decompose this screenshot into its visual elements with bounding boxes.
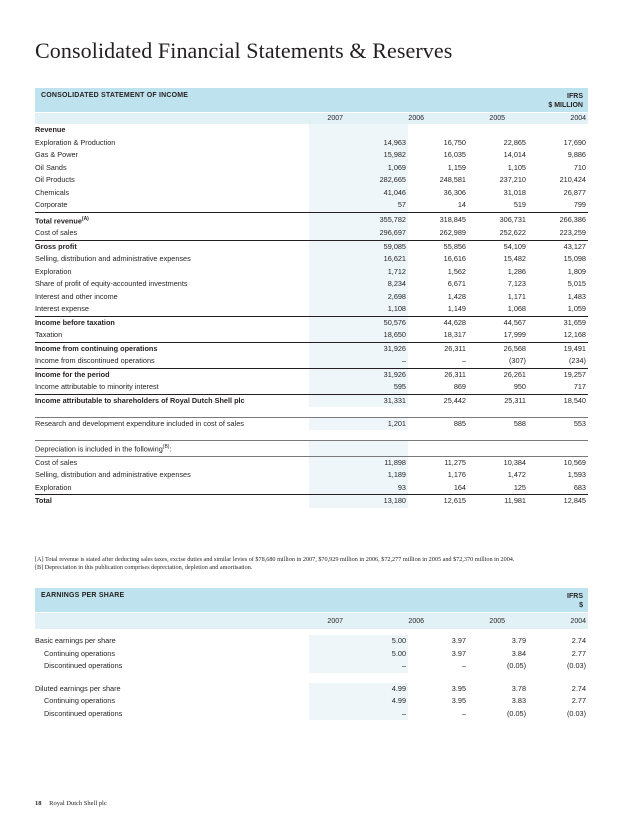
row-label-text: Income before taxation	[35, 317, 115, 327]
page-footer	[35, 800, 107, 807]
cell-2005: 11,981	[468, 495, 528, 508]
table-row	[35, 162, 588, 175]
cell-2006	[408, 124, 468, 137]
cell-2006: 36,306	[443, 187, 466, 197]
row-label	[35, 162, 309, 175]
row-label-text: Chemicals	[35, 187, 70, 197]
row-label	[35, 137, 309, 150]
cell-2005: 125	[513, 482, 526, 492]
cell-2006: 1,176	[447, 470, 466, 480]
table-row	[35, 394, 588, 407]
cell-2007: 1,712	[309, 266, 408, 279]
row-label	[35, 240, 309, 253]
row-label-text: Income from continuing operations	[35, 343, 158, 353]
table-row	[35, 635, 588, 648]
row-label-text: Income attributable to shareholders of Royal Dutch Shell plc	[35, 395, 245, 405]
cell-2004: 10,569	[528, 456, 588, 469]
cell-2005: (0.05)	[506, 708, 526, 718]
cell-2005: 1,068	[507, 304, 526, 314]
eps-year-header	[35, 612, 588, 629]
cell-2005: 26,261	[468, 368, 528, 381]
row-label	[35, 199, 309, 212]
cell-2005: 17,999	[503, 330, 526, 340]
cell-2006: 44,628	[408, 316, 468, 329]
cell-2005: 519	[513, 200, 526, 209]
cell-2007: 16,621	[309, 253, 408, 266]
row-label	[35, 266, 309, 279]
cell-2006: 869	[453, 382, 466, 392]
cell-2005: 237,210	[499, 175, 526, 184]
row-label-suffix: :	[169, 444, 172, 454]
cell-2005: 1,286	[507, 266, 526, 276]
row-label-text: Selling, distribution and administrative expenses	[35, 470, 191, 480]
row-label-text: Research and development expenditure included in cost of sales	[35, 418, 244, 428]
table-row	[35, 266, 588, 279]
cell-2005: 26,568	[468, 342, 528, 355]
cell-2004: (234)	[568, 356, 586, 366]
cell-2007: 14,963	[309, 137, 408, 150]
footnote-marker: (A)	[81, 215, 89, 222]
table-row	[35, 456, 588, 469]
cell-2004: 683	[573, 482, 586, 492]
cell-2006: –	[461, 356, 466, 366]
cell-2007: 4.99	[309, 695, 408, 708]
cell-2004	[528, 124, 588, 137]
row-label-text: Discontinued operations	[44, 661, 123, 670]
spacer-row	[35, 673, 588, 683]
cell-2004: 26,877	[563, 187, 586, 197]
cell-2006: 262,989	[439, 228, 466, 238]
footnotes	[35, 556, 595, 572]
row-label	[35, 174, 309, 187]
cell-2006: –	[461, 661, 466, 670]
cell-2006: 1,159	[447, 162, 466, 172]
year-header: 2006	[408, 115, 424, 122]
table-row	[35, 278, 588, 291]
row-label	[35, 278, 309, 291]
cell-2005: 3.78	[511, 683, 526, 693]
cell-2006: 3.95	[451, 683, 466, 693]
table-row	[35, 482, 588, 495]
row-label	[35, 440, 309, 456]
cell-2006: 3.97	[451, 636, 466, 645]
table-row	[35, 695, 588, 708]
table-row	[35, 303, 588, 316]
year-header: 2007	[327, 115, 343, 122]
basis-label: IFRS	[567, 93, 583, 100]
cell-2005	[468, 124, 528, 137]
cell-2004: 717	[573, 382, 586, 392]
page-number: 18	[35, 800, 42, 807]
cell-2007: 5.00	[309, 648, 408, 661]
cell-2004: 710	[573, 162, 586, 172]
eps-section	[35, 588, 588, 720]
cell-2005: 950	[513, 382, 526, 392]
cell-2006: 25,442	[408, 394, 468, 407]
cell-2006: 1,428	[447, 291, 466, 301]
cell-2007: 1,201	[309, 417, 408, 430]
cell-2004: 12,845	[528, 495, 588, 508]
cell-2007: 31,331	[309, 394, 408, 407]
table-row	[35, 660, 588, 673]
cell-2006: –	[461, 708, 466, 718]
row-label	[35, 660, 309, 673]
cell-2006: 1,562	[447, 266, 466, 276]
row-label	[35, 683, 309, 696]
cell-2007: 282,665	[309, 174, 408, 187]
table-row	[35, 329, 588, 342]
table-row	[35, 253, 588, 266]
row-label	[35, 187, 309, 200]
eps-table	[35, 635, 588, 720]
cell-2005: 3.79	[511, 636, 526, 645]
year-header: 2006	[408, 617, 424, 625]
table-row	[35, 708, 588, 721]
cell-2007: 595	[309, 381, 408, 394]
cell-2007: 1,108	[309, 303, 408, 316]
row-label	[35, 212, 309, 227]
year-header: 2007	[327, 617, 343, 625]
row-label-text: Income from discontinued operations	[35, 356, 155, 366]
row-label	[35, 381, 309, 394]
basis-label: IFRS	[567, 593, 583, 600]
cell-2007: 41,046	[309, 187, 408, 200]
row-label-text: Cost of sales	[35, 457, 78, 467]
footnote-b: [B] Depreciation in this publication comprises depreciation, depletion and amortisation.	[35, 564, 253, 571]
cell-2005: 588	[468, 417, 528, 430]
cell-2005: 1,472	[507, 470, 526, 480]
cell-2006: 14	[457, 200, 466, 209]
cell-2004: 210,424	[559, 175, 586, 184]
eps-basis	[567, 592, 583, 610]
cell-2006: 18,317	[443, 330, 466, 340]
cell-2006: 16,035	[443, 150, 466, 159]
table-row	[35, 240, 588, 253]
table-row	[35, 355, 588, 368]
cell-2007: 5.00	[309, 635, 408, 648]
page-title: Consolidated Financial Statements & Reserves	[35, 38, 453, 63]
cell-2004: 1,059	[567, 304, 586, 314]
cell-2004: 2.74	[571, 683, 586, 693]
row-label-text: Revenue	[35, 125, 66, 134]
cell-2007: 15,982	[309, 149, 408, 162]
row-label	[35, 124, 309, 137]
row-label-text: Oil Products	[35, 175, 75, 184]
cell-2007: 50,576	[309, 316, 408, 329]
cell-2005: 7,123	[507, 279, 526, 289]
row-label-text: Interest and other income	[35, 291, 118, 301]
cell-2006: 318,845	[408, 212, 468, 227]
row-label	[35, 149, 309, 162]
row-label-text: Depreciation is included in the following	[35, 444, 163, 454]
row-label-text: Taxation	[35, 330, 63, 340]
income-year-header	[35, 112, 588, 124]
cell-2006: 16,750	[443, 137, 466, 147]
row-label	[35, 394, 309, 407]
cell-2007: 57	[309, 199, 408, 212]
cell-2004: 2.77	[571, 696, 586, 705]
row-label	[35, 316, 309, 329]
cell-2004: 31,659	[528, 316, 588, 329]
row-label	[35, 417, 309, 430]
table-row	[35, 417, 588, 430]
row-label-text: Continuing operations	[44, 648, 115, 658]
footer-company: Royal Dutch Shell plc	[49, 800, 107, 807]
year-header: 2004	[570, 115, 586, 122]
table-row	[35, 124, 588, 137]
row-label-text: Total	[35, 496, 52, 506]
row-label-text: Gas & Power	[35, 150, 78, 159]
row-label-text: Selling, distribution and administrative expenses	[35, 254, 191, 264]
eps-header	[35, 588, 588, 612]
row-label	[35, 648, 309, 661]
unit-label: $ MILLION	[548, 102, 583, 109]
cell-2005: 22,865	[503, 137, 526, 147]
cell-2005	[468, 440, 528, 456]
table-row	[35, 199, 588, 212]
year-header: 2005	[489, 115, 505, 122]
row-label-text: Discontinued operations	[44, 708, 123, 718]
row-label	[35, 291, 309, 304]
cell-2007: 31,926	[309, 342, 408, 355]
table-row	[35, 316, 588, 329]
table-row	[35, 342, 588, 355]
cell-2006: 11,275	[408, 456, 468, 469]
cell-2005: (0.05)	[506, 661, 526, 670]
footnote-a: [A] Total revenue is stated after deducting sales taxes, excise duties and similar levies of $78,680 million in 2007, $70,929 million in 2006, $72,277 million in 2005 and $72,370 million in 2004.	[35, 556, 515, 563]
cell-2007: 4.99	[309, 683, 408, 696]
cell-2005: 25,311	[468, 394, 528, 407]
cell-2006	[408, 440, 468, 456]
cell-2005: 306,731	[468, 212, 528, 227]
year-header: 2004	[570, 617, 586, 625]
table-row	[35, 495, 588, 508]
cell-2007: 1,069	[309, 162, 408, 175]
cell-2004: 19,491	[528, 342, 588, 355]
row-label-text: Share of profit of equity-accounted investments	[35, 279, 188, 289]
cell-2005: 44,567	[468, 316, 528, 329]
row-label	[35, 469, 309, 482]
table-row	[35, 683, 588, 696]
cell-2006: 248,581	[439, 175, 466, 184]
cell-2005: 15,482	[503, 254, 526, 264]
cell-2007: –	[309, 355, 408, 368]
row-label-text: Interest expense	[35, 304, 89, 314]
year-header: 2005	[489, 617, 505, 625]
table-row	[35, 137, 588, 150]
cell-2004: 18,540	[528, 394, 588, 407]
cell-2004: 799	[573, 200, 586, 209]
table-row	[35, 212, 588, 227]
cell-2004: 266,386	[528, 212, 588, 227]
income-statement-header	[35, 88, 588, 112]
income-statement-basis	[548, 92, 583, 110]
row-label	[35, 695, 309, 708]
row-label-text: Diluted earnings per share	[35, 683, 121, 693]
row-label-text: Corporate	[35, 200, 68, 209]
cell-2007: 13,180	[309, 495, 408, 508]
unit-label: $	[579, 602, 583, 609]
cell-2005: 31,018	[503, 187, 526, 197]
cell-2007: 11,898	[309, 456, 408, 469]
row-label-text: Exploration & Production	[35, 137, 116, 147]
row-label	[35, 355, 309, 368]
row-label	[35, 456, 309, 469]
cell-2006: 26,311	[408, 368, 468, 381]
cell-2004: 17,690	[563, 137, 586, 147]
income-statement-section	[35, 88, 588, 508]
cell-2007	[309, 440, 408, 456]
cell-2007: 93	[309, 482, 408, 495]
row-label-text: Basic earnings per share	[35, 636, 116, 645]
cell-2004: 2.74	[571, 636, 586, 645]
table-row	[35, 440, 588, 456]
spacer-row	[35, 407, 588, 417]
cell-2004: 1,809	[567, 266, 586, 276]
table-row	[35, 648, 588, 661]
table-row	[35, 291, 588, 304]
cell-2004: (0.03)	[566, 661, 586, 670]
cell-2004: 223,259	[559, 228, 586, 238]
cell-2004: 2.77	[571, 648, 586, 658]
row-label-text: Oil Sands	[35, 162, 67, 172]
row-label	[35, 342, 309, 355]
cell-2007: 1,189	[309, 469, 408, 482]
cell-2007: 2,698	[309, 291, 408, 304]
cell-2004: 9,886	[567, 150, 586, 159]
cell-2006: 3.95	[451, 696, 466, 705]
row-label	[35, 253, 309, 266]
row-label	[35, 495, 309, 508]
cell-2004: 5,015	[567, 279, 586, 289]
cell-2007: –	[309, 660, 408, 673]
income-statement-table	[35, 124, 588, 508]
cell-2004: 1,483	[567, 291, 586, 301]
cell-2007: –	[309, 708, 408, 721]
footnote-marker: (B)	[162, 443, 170, 450]
cell-2006: 6,671	[447, 279, 466, 289]
cell-2004: (0.03)	[566, 708, 586, 718]
cell-2006: 12,615	[408, 495, 468, 508]
table-row	[35, 174, 588, 187]
table-row	[35, 469, 588, 482]
table-row	[35, 187, 588, 200]
cell-2005: 54,109	[468, 240, 528, 253]
row-label-text: Gross profit	[35, 241, 77, 251]
cell-2006: 1,149	[447, 304, 466, 314]
cell-2007: 59,085	[309, 240, 408, 253]
cell-2005: 1,171	[507, 291, 526, 301]
eps-title: EARNINGS PER SHARE	[41, 592, 125, 599]
row-label	[35, 368, 309, 381]
row-label-text: Total revenue	[35, 215, 82, 225]
cell-2005: 3.84	[511, 648, 526, 658]
cell-2007	[309, 124, 408, 137]
cell-2007: 296,697	[309, 227, 408, 240]
row-label-text: Income attributable to minority interest	[35, 382, 159, 392]
row-label	[35, 482, 309, 495]
cell-2004: 15,098	[563, 254, 586, 264]
cell-2005: (307)	[508, 356, 526, 366]
row-label	[35, 708, 309, 721]
table-row	[35, 381, 588, 394]
row-label-text: Exploration	[35, 482, 72, 492]
table-row	[35, 227, 588, 240]
cell-2006: 164	[453, 482, 466, 492]
cell-2006: 3.97	[451, 648, 466, 658]
income-statement-title: CONSOLIDATED STATEMENT OF INCOME	[41, 92, 189, 99]
row-label-text: Cost of sales	[35, 228, 78, 238]
row-label-text: Income for the period	[35, 369, 110, 379]
cell-2005: 3.83	[511, 696, 526, 705]
cell-2004: 12,168	[563, 330, 586, 340]
cell-2006: 55,856	[408, 240, 468, 253]
spacer-row	[35, 430, 588, 440]
cell-2004: 1,593	[567, 470, 586, 480]
cell-2006: 16,616	[443, 254, 466, 264]
cell-2004: 43,127	[528, 240, 588, 253]
cell-2007: 8,234	[309, 278, 408, 291]
cell-2004: 553	[528, 417, 588, 430]
cell-2005: 10,384	[468, 456, 528, 469]
row-label-text: Continuing operations	[44, 696, 115, 705]
row-label	[35, 635, 309, 648]
cell-2007: 355,782	[309, 212, 408, 227]
row-label-text: Exploration	[35, 266, 72, 276]
row-label	[35, 227, 309, 240]
cell-2005: 1,105	[507, 162, 526, 172]
cell-2004	[528, 440, 588, 456]
row-label	[35, 303, 309, 316]
cell-2004: 19,257	[528, 368, 588, 381]
cell-2006: 26,311	[408, 342, 468, 355]
cell-2006: 885	[408, 417, 468, 430]
cell-2005: 252,622	[499, 228, 526, 238]
cell-2007: 18,650	[309, 329, 408, 342]
cell-2005: 14,014	[503, 150, 526, 159]
table-row	[35, 149, 588, 162]
row-label	[35, 329, 309, 342]
cell-2007: 31,926	[309, 368, 408, 381]
table-row	[35, 368, 588, 381]
